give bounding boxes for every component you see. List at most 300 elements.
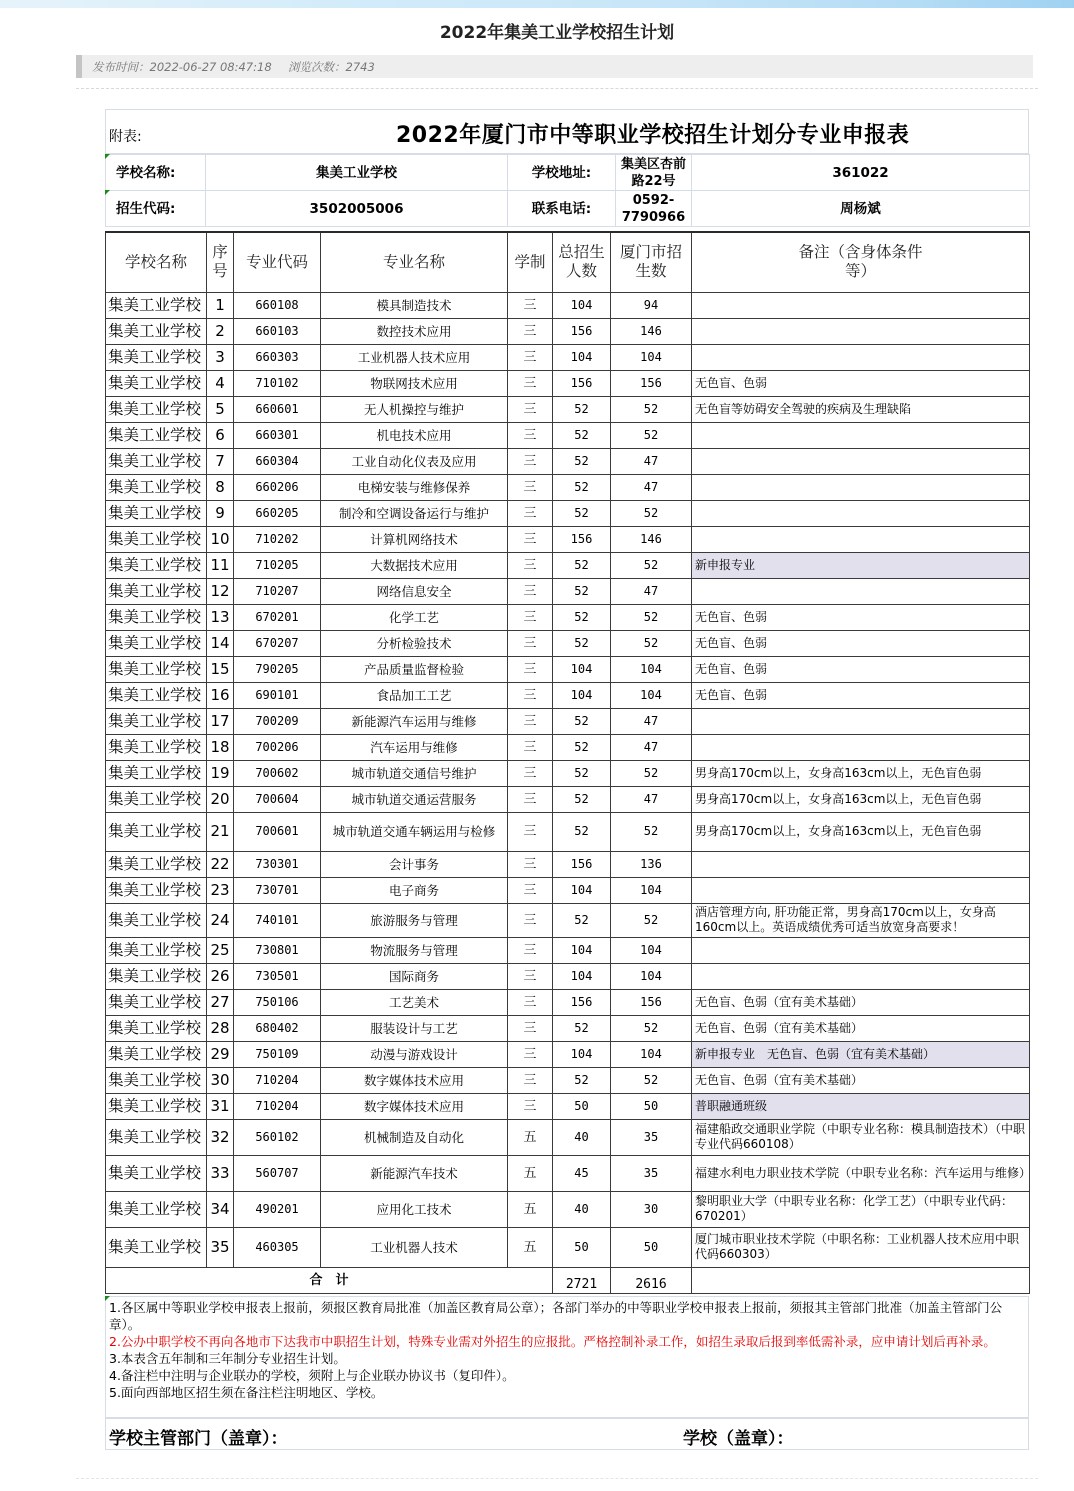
school-cell: 集美工业学校 <box>106 1067 207 1093</box>
major-name-cell: 旅游服务与管理 <box>321 903 508 937</box>
remark-cell: 男身高170cm以上，女身高163cm以上，无色盲色弱 <box>692 812 1030 851</box>
xiamen-enrollment-cell: 146 <box>611 318 692 344</box>
school-cell: 集美工业学校 <box>106 1227 207 1267</box>
col-header-xiamen <box>611 232 692 292</box>
remark-cell: 厦门城市职业技术学院（中职名称：工业机器人技术应用中职代码660303） <box>692 1227 1030 1267</box>
program-length-cell: 三 <box>508 1015 553 1041</box>
total-enrollment-cell: 156 <box>553 526 611 552</box>
school-cell: 集美工业学校 <box>106 760 207 786</box>
seq-cell: 4 <box>207 370 234 396</box>
table-row <box>106 318 1030 344</box>
remark-cell <box>692 851 1030 877</box>
school-cell: 集美工业学校 <box>106 937 207 963</box>
major-code-cell: 730801 <box>234 937 321 963</box>
table-row <box>106 500 1030 526</box>
seq-cell: 3 <box>207 344 234 370</box>
program-length-cell: 三 <box>508 734 553 760</box>
total-enrollment-cell: 40 <box>553 1119 611 1155</box>
attachment-label: 附表: <box>109 129 142 145</box>
table-row <box>106 1015 1030 1041</box>
total-enrollment-cell: 52 <box>553 604 611 630</box>
school-cell: 集美工业学校 <box>106 656 207 682</box>
cell-comment-marker <box>105 190 110 195</box>
school-cell: 集美工业学校 <box>106 734 207 760</box>
xiamen-enrollment-cell: 50 <box>611 1227 692 1267</box>
seq-cell: 9 <box>207 500 234 526</box>
total-label: 合 计 <box>106 1267 553 1293</box>
postcode-value: 361022 <box>692 155 1030 191</box>
major-name-cell: 城市轨道交通车辆运用与检修 <box>321 812 508 851</box>
remark-cell: 男身高170cm以上，女身高163cm以上，无色盲色弱 <box>692 760 1030 786</box>
major-name-cell: 无人机操控与维护 <box>321 396 508 422</box>
sheet-title: 2022年厦门市中等职业学校招生计划分专业申报表 <box>396 123 910 148</box>
xiamen-enrollment-cell: 47 <box>611 786 692 812</box>
major-name-cell: 工业机器人技术应用 <box>321 344 508 370</box>
major-code-cell: 730501 <box>234 963 321 989</box>
major-name-cell: 城市轨道交通运营服务 <box>321 786 508 812</box>
school-cell: 集美工业学校 <box>106 474 207 500</box>
xiamen-enrollment-cell: 47 <box>611 578 692 604</box>
seq-cell: 28 <box>207 1015 234 1041</box>
program-length-cell: 三 <box>508 604 553 630</box>
table-row <box>106 708 1030 734</box>
major-code-cell: 710202 <box>234 526 321 552</box>
total-enrollment-cell: 156 <box>553 851 611 877</box>
school-cell: 集美工业学校 <box>106 578 207 604</box>
program-length-cell: 三 <box>508 526 553 552</box>
total-enrollment: 2721 <box>553 1267 611 1293</box>
school-cell: 集美工业学校 <box>106 396 207 422</box>
major-code-cell: 700206 <box>234 734 321 760</box>
xiamen-enrollment-cell: 104 <box>611 877 692 903</box>
program-length-cell: 三 <box>508 344 553 370</box>
major-code-cell: 690101 <box>234 682 321 708</box>
divider <box>76 88 1038 89</box>
total-enrollment-cell: 52 <box>553 396 611 422</box>
remark-cell <box>692 422 1030 448</box>
seq-cell: 29 <box>207 1041 234 1067</box>
major-name-cell: 食品加工工艺 <box>321 682 508 708</box>
xiamen-enrollment-cell: 52 <box>611 396 692 422</box>
total-enrollment-cell: 52 <box>553 734 611 760</box>
table-row <box>106 292 1030 318</box>
seq-cell: 26 <box>207 963 234 989</box>
col-header-code: 专业代码 <box>234 232 321 292</box>
xiamen-enrollment-cell: 52 <box>611 760 692 786</box>
total-enrollment-cell: 104 <box>553 292 611 318</box>
school-cell: 集美工业学校 <box>106 708 207 734</box>
col-header-remark-text: 备注（含身体条件等） <box>798 243 923 281</box>
program-length-cell: 三 <box>508 578 553 604</box>
remark-cell: 无色盲、色弱 <box>692 656 1030 682</box>
major-name-cell: 动漫与游戏设计 <box>321 1041 508 1067</box>
remark-cell: 无色盲、色弱（宜有美术基础） <box>692 989 1030 1015</box>
major-name-cell: 工业机器人技术 <box>321 1227 508 1267</box>
major-code-cell: 710102 <box>234 370 321 396</box>
seq-cell: 33 <box>207 1155 234 1191</box>
program-length-cell: 三 <box>508 422 553 448</box>
seq-cell: 23 <box>207 877 234 903</box>
published-time: 发布时间：2022-06-27 08:47:18 <box>92 60 272 74</box>
school-cell: 集美工业学校 <box>106 989 207 1015</box>
major-name-cell: 制冷和空调设备运行与维护 <box>321 500 508 526</box>
xiamen-enrollment-cell: 50 <box>611 1093 692 1119</box>
seq-cell: 14 <box>207 630 234 656</box>
xiamen-enrollment-cell: 104 <box>611 963 692 989</box>
school-name-value: 集美工业学校 <box>206 155 508 191</box>
col-header-seq-text: 序号 <box>212 243 228 281</box>
table-row <box>106 344 1030 370</box>
remark-cell <box>692 474 1030 500</box>
program-length-cell: 三 <box>508 474 553 500</box>
major-code-cell: 710205 <box>234 552 321 578</box>
remark-cell: 福建水利电力职业技术学院（中职专业名称：汽车运用与维修） <box>692 1155 1030 1191</box>
major-code-cell: 460305 <box>234 1227 321 1267</box>
total-enrollment-cell: 52 <box>553 630 611 656</box>
major-code-cell: 490201 <box>234 1191 321 1227</box>
note-2: 2.公办中职学校不再向各地市下达我市中职招生计划，特殊专业需对外招生的应报批。严格控制补录工作，如招生录取后报到率低需补录，应申请计划后再补录。 <box>109 1334 996 1349</box>
major-code-cell: 660303 <box>234 344 321 370</box>
school-cell: 集美工业学校 <box>106 812 207 851</box>
notes-section <box>105 1296 1029 1418</box>
school-cell: 集美工业学校 <box>106 1191 207 1227</box>
major-code-cell: 700209 <box>234 708 321 734</box>
program-length-cell: 三 <box>508 1067 553 1093</box>
col-header-remark <box>692 232 1030 292</box>
remark-cell <box>692 937 1030 963</box>
col-header-school: 学校名称 <box>106 232 207 292</box>
xiamen-enrollment-cell: 104 <box>611 344 692 370</box>
xiamen-enrollment-cell: 94 <box>611 292 692 318</box>
table-row <box>106 963 1030 989</box>
table-row <box>106 812 1030 851</box>
total-enrollment-cell: 40 <box>553 1191 611 1227</box>
table-row <box>106 1119 1030 1155</box>
table-row <box>106 1227 1030 1267</box>
seq-cell: 25 <box>207 937 234 963</box>
signature-row <box>105 1418 1029 1450</box>
note-4: 4.备注栏中注明与企业联办的学校，须附上与企业联办协议书（复印件）。 <box>109 1368 515 1383</box>
school-cell: 集美工业学校 <box>106 604 207 630</box>
program-length-cell: 三 <box>508 448 553 474</box>
seq-cell: 10 <box>207 526 234 552</box>
address-value: 集美区杏前路22号 <box>616 155 692 191</box>
xiamen-enrollment-cell: 52 <box>611 812 692 851</box>
table-row <box>106 1067 1030 1093</box>
total-enrollment-cell: 52 <box>553 903 611 937</box>
major-name-cell: 应用化工技术 <box>321 1191 508 1227</box>
table-row <box>106 526 1030 552</box>
program-length-cell: 三 <box>508 760 553 786</box>
table-row <box>106 578 1030 604</box>
article-title: 2022年集美工业学校招生计划 <box>439 23 675 43</box>
program-length-cell: 三 <box>508 877 553 903</box>
major-name-cell: 新能源汽车技术 <box>321 1155 508 1191</box>
major-code-cell: 730301 <box>234 851 321 877</box>
seq-cell: 30 <box>207 1067 234 1093</box>
program-length-cell: 三 <box>508 989 553 1015</box>
major-name-cell: 电梯安装与维修保养 <box>321 474 508 500</box>
program-length-cell: 三 <box>508 851 553 877</box>
remark-cell: 黎明职业大学（中职专业名称：化学工艺）（中职专业代码：670201） <box>692 1191 1030 1227</box>
remark-cell <box>692 963 1030 989</box>
major-code-cell: 700602 <box>234 760 321 786</box>
remark-cell <box>692 448 1030 474</box>
school-cell: 集美工业学校 <box>106 851 207 877</box>
major-name-cell: 计算机网络技术 <box>321 526 508 552</box>
major-code-cell: 670207 <box>234 630 321 656</box>
major-name-cell: 服装设计与工艺 <box>321 1015 508 1041</box>
total-enrollment-cell: 52 <box>553 812 611 851</box>
school-cell: 集美工业学校 <box>106 1155 207 1191</box>
remark-cell <box>692 578 1030 604</box>
table-row <box>106 396 1030 422</box>
remark-cell <box>692 344 1030 370</box>
program-length-cell: 三 <box>508 937 553 963</box>
school-cell: 集美工业学校 <box>106 630 207 656</box>
phone-value: 0592-7790966 <box>616 191 692 227</box>
majors-table <box>105 231 1030 1294</box>
table-row <box>106 937 1030 963</box>
address-label: 学校地址: <box>508 155 616 191</box>
xiamen-enrollment-cell: 146 <box>611 526 692 552</box>
school-cell: 集美工业学校 <box>106 1093 207 1119</box>
total-enrollment-cell: 50 <box>553 1227 611 1267</box>
major-code-cell: 670201 <box>234 604 321 630</box>
remark-cell <box>692 526 1030 552</box>
total-enrollment-cell: 52 <box>553 552 611 578</box>
view-count: 浏览次数：2743 <box>288 60 375 74</box>
program-length-cell: 三 <box>508 903 553 937</box>
seq-cell: 15 <box>207 656 234 682</box>
program-length-cell: 五 <box>508 1191 553 1227</box>
seq-cell: 27 <box>207 989 234 1015</box>
major-name-cell: 新能源汽车运用与维修 <box>321 708 508 734</box>
authority-seal-label: 学校主管部门（盖章）： <box>109 1429 288 1449</box>
major-name-cell: 产品质量监督检验 <box>321 656 508 682</box>
program-length-cell: 三 <box>508 786 553 812</box>
remark-cell: 无色盲、色弱 <box>692 604 1030 630</box>
table-row <box>106 734 1030 760</box>
table-row <box>106 1093 1030 1119</box>
program-length-cell: 五 <box>508 1155 553 1191</box>
program-length-cell: 三 <box>508 500 553 526</box>
article-meta-bar <box>76 55 1033 78</box>
seq-cell: 22 <box>207 851 234 877</box>
remark-cell: 普职融通班级 <box>692 1093 1030 1119</box>
total-enrollment-cell: 104 <box>553 937 611 963</box>
major-name-cell: 大数据技术应用 <box>321 552 508 578</box>
seq-cell: 24 <box>207 903 234 937</box>
program-length-cell: 三 <box>508 963 553 989</box>
total-enrollment-cell: 52 <box>553 422 611 448</box>
seq-cell: 21 <box>207 812 234 851</box>
school-seal-label: 学校（盖章）： <box>683 1429 794 1449</box>
school-cell: 集美工业学校 <box>106 1041 207 1067</box>
xiamen-enrollment-cell: 52 <box>611 552 692 578</box>
table-row <box>106 370 1030 396</box>
xiamen-enrollment-cell: 52 <box>611 630 692 656</box>
seq-cell: 35 <box>207 1227 234 1267</box>
table-row <box>106 656 1030 682</box>
remark-cell: 无色盲等妨碍安全驾驶的疾病及生理缺陷 <box>692 396 1030 422</box>
remark-cell <box>692 708 1030 734</box>
program-length-cell: 三 <box>508 1093 553 1119</box>
seq-cell: 5 <box>207 396 234 422</box>
school-cell: 集美工业学校 <box>106 1119 207 1155</box>
seq-cell: 20 <box>207 786 234 812</box>
major-code-cell: 740101 <box>234 903 321 937</box>
remark-cell: 新申报专业 无色盲、色弱（宜有美术基础） <box>692 1041 1030 1067</box>
remark-cell: 无色盲、色弱（宜有美术基础） <box>692 1015 1030 1041</box>
total-enrollment-cell: 52 <box>553 760 611 786</box>
table-row <box>106 448 1030 474</box>
major-name-cell: 汽车运用与维修 <box>321 734 508 760</box>
program-length-cell: 五 <box>508 1227 553 1267</box>
program-length-cell: 三 <box>508 1041 553 1067</box>
program-length-cell: 三 <box>508 552 553 578</box>
major-name-cell: 城市轨道交通信号维护 <box>321 760 508 786</box>
major-name-cell: 分析检验技术 <box>321 630 508 656</box>
table-row <box>106 877 1030 903</box>
seq-cell: 18 <box>207 734 234 760</box>
school-info-table <box>105 154 1030 227</box>
seq-cell: 32 <box>207 1119 234 1155</box>
school-cell: 集美工业学校 <box>106 422 207 448</box>
col-header-length: 学制 <box>508 232 553 292</box>
major-code-cell: 700604 <box>234 786 321 812</box>
major-code-cell: 730701 <box>234 877 321 903</box>
table-row <box>106 1041 1030 1067</box>
seq-cell: 16 <box>207 682 234 708</box>
school-cell: 集美工业学校 <box>106 370 207 396</box>
major-name-cell: 数字媒体技术应用 <box>321 1067 508 1093</box>
school-cell: 集美工业学校 <box>106 963 207 989</box>
major-name-cell: 机电技术应用 <box>321 422 508 448</box>
total-enrollment-cell: 50 <box>553 1093 611 1119</box>
remark-cell: 男身高170cm以上，女身高163cm以上，无色盲色弱 <box>692 786 1030 812</box>
remark-cell <box>692 318 1030 344</box>
phone-label: 联系电话: <box>508 191 616 227</box>
remark-cell: 无色盲、色弱 <box>692 630 1030 656</box>
total-enrollment-cell: 52 <box>553 786 611 812</box>
col-header-name: 专业名称 <box>321 232 508 292</box>
total-row <box>106 1267 1030 1293</box>
major-name-cell: 化学工艺 <box>321 604 508 630</box>
info-row-school <box>106 155 1030 191</box>
col-header-seq <box>207 232 234 292</box>
table-row <box>106 474 1030 500</box>
program-length-cell: 三 <box>508 630 553 656</box>
xiamen-enrollment-cell: 47 <box>611 708 692 734</box>
xiamen-enrollment-cell: 156 <box>611 370 692 396</box>
xiamen-enrollment-cell: 156 <box>611 989 692 1015</box>
table-row <box>106 630 1030 656</box>
seq-cell: 12 <box>207 578 234 604</box>
major-name-cell: 工业自动化仪表及应用 <box>321 448 508 474</box>
major-name-cell: 数控技术应用 <box>321 318 508 344</box>
seq-cell: 8 <box>207 474 234 500</box>
table-row <box>106 903 1030 937</box>
total-enrollment-cell: 156 <box>553 318 611 344</box>
total-enrollment-cell: 52 <box>553 474 611 500</box>
note-1: 1.各区属中等职业学校申报表上报前，须报区教育局批准（加盖区教育局公章）；各部门举办的中等职业学校申报表上报前，须报其主管部门批准（加盖主管部门公章）。 <box>109 1300 1003 1332</box>
school-cell: 集美工业学校 <box>106 877 207 903</box>
seq-cell: 11 <box>207 552 234 578</box>
table-row <box>106 1155 1030 1191</box>
seq-cell: 17 <box>207 708 234 734</box>
program-length-cell: 三 <box>508 656 553 682</box>
note-5: 5.面向西部地区招生须在备注栏注明地区、学校。 <box>109 1385 384 1400</box>
xiamen-enrollment-cell: 52 <box>611 500 692 526</box>
major-code-cell: 660304 <box>234 448 321 474</box>
major-name-cell: 网络信息安全 <box>321 578 508 604</box>
total-enrollment-cell: 52 <box>553 708 611 734</box>
school-cell: 集美工业学校 <box>106 903 207 937</box>
note-3: 3.本表含五年制和三年制分专业招生计划。 <box>109 1351 346 1366</box>
major-code-cell: 710204 <box>234 1093 321 1119</box>
info-row-code <box>106 191 1030 227</box>
xiamen-enrollment-cell: 35 <box>611 1155 692 1191</box>
col-header-total <box>553 232 611 292</box>
school-cell: 集美工业学校 <box>106 1015 207 1041</box>
school-cell: 集美工业学校 <box>106 552 207 578</box>
table-row <box>106 760 1030 786</box>
xiamen-enrollment-cell: 52 <box>611 604 692 630</box>
xiamen-enrollment-cell: 136 <box>611 851 692 877</box>
major-name-cell: 数字媒体技术应用 <box>321 1093 508 1119</box>
remark-cell <box>692 500 1030 526</box>
major-code-cell: 710204 <box>234 1067 321 1093</box>
xiamen-enrollment-cell: 52 <box>611 1067 692 1093</box>
xiamen-enrollment-cell: 104 <box>611 937 692 963</box>
total-enrollment-cell: 104 <box>553 656 611 682</box>
seq-cell: 1 <box>207 292 234 318</box>
major-code-cell: 750106 <box>234 989 321 1015</box>
school-cell: 集美工业学校 <box>106 526 207 552</box>
table-header-row <box>106 232 1030 292</box>
total-enrollment-cell: 104 <box>553 682 611 708</box>
major-code-cell: 790205 <box>234 656 321 682</box>
program-length-cell: 三 <box>508 318 553 344</box>
school-cell: 集美工业学校 <box>106 786 207 812</box>
major-code-cell: 560707 <box>234 1155 321 1191</box>
remark-cell <box>692 877 1030 903</box>
sheet-caption <box>105 109 1029 154</box>
major-name-cell: 机械制造及自动化 <box>321 1119 508 1155</box>
major-name-cell: 模具制造技术 <box>321 292 508 318</box>
major-code-cell: 660103 <box>234 318 321 344</box>
table-row <box>106 851 1030 877</box>
table-row <box>106 1191 1030 1227</box>
total-enrollment-cell: 156 <box>553 370 611 396</box>
program-length-cell: 三 <box>508 370 553 396</box>
school-cell: 集美工业学校 <box>106 500 207 526</box>
remark-cell: 无色盲、色弱 <box>692 682 1030 708</box>
top-banner <box>0 0 1074 8</box>
total-enrollment-cell: 52 <box>553 1015 611 1041</box>
total-enrollment-cell: 45 <box>553 1155 611 1191</box>
school-cell: 集美工业学校 <box>106 292 207 318</box>
table-row <box>106 786 1030 812</box>
xiamen-enrollment-cell: 104 <box>611 656 692 682</box>
divider-bottom <box>76 1478 1038 1479</box>
col-header-total-text: 总招生人数 <box>558 243 605 281</box>
major-code-cell: 660206 <box>234 474 321 500</box>
major-name-cell: 会计事务 <box>321 851 508 877</box>
program-length-cell: 三 <box>508 812 553 851</box>
major-name-cell: 国际商务 <box>321 963 508 989</box>
